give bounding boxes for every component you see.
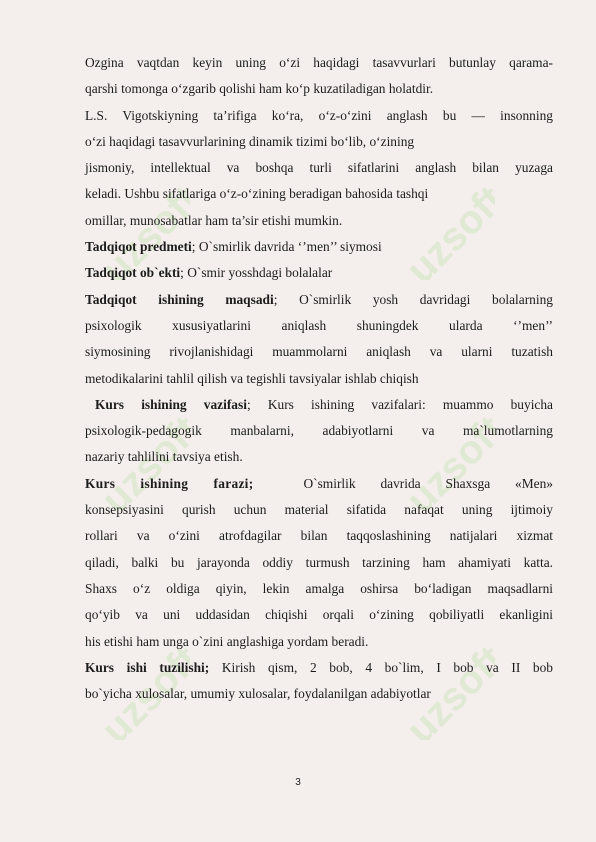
research-goal xyxy=(85,287,553,313)
svg-text:uzsoft: uzsoft xyxy=(93,637,190,740)
text-line: Shaxs o‘z oldiga qiyin, lekin amalga oshirsa bo‘ladigan maqsadlarni xyxy=(85,580,553,596)
text-line: konsepsiyasini qurish uchun material sifatida nafaqat uning ijtimoiy xyxy=(85,502,553,518)
research-object xyxy=(85,260,553,286)
text-span: ; O`smirlik davrida ‘’men’’ siymosi xyxy=(191,239,382,255)
text-line: metodikalarini tahlil qilish va tegishli tavsiyalar ishlab chiqish xyxy=(85,370,419,386)
text-line: psixologik xususiyatlarini aniqlash shuningdek ularda ‘’men’’ xyxy=(85,317,553,333)
text-line: o‘zi haqidagi tasavvurlarining dinamik tizimi bo‘lib, o‘zining xyxy=(85,133,415,149)
svg-text:uzsoft: uzsoft xyxy=(398,177,495,280)
heading-label: Tadqiqot predmeti xyxy=(85,239,192,255)
svg-text:uzsoft: uzsoft xyxy=(93,407,190,510)
text-line: jismoniy, intellektual va boshqa turli sifatlarini anglash bilan yuzaga xyxy=(85,160,553,176)
research-subject xyxy=(85,234,553,260)
text-line: rollari va o‘zini atrofdagilar bilan taqqoslashining natijalari xizmat xyxy=(85,528,553,544)
svg-text:uzsoft: uzsoft xyxy=(398,637,495,740)
text-line: his etishi ham unga o`zini anglashiga yordam beradi. xyxy=(85,633,369,649)
text-line: siymosining rivojlanishidagi muammolarni aniqlash va ularni tuzatish xyxy=(85,344,553,360)
text-line: Ozgina vaqtdan keyin uning o‘zi haqidagi tasavvurlari butunlay qarama- xyxy=(85,55,553,70)
heading-label: Tadqiqot ob`ekti xyxy=(85,265,181,281)
document-body xyxy=(85,50,553,707)
course-task xyxy=(85,392,553,418)
svg-text:uzsoft: uzsoft xyxy=(93,177,190,280)
svg-text:uzsoft: uzsoft xyxy=(398,407,495,510)
text-line: qarshi tomonga o‘zgarib qolishi ham ko‘p kuzatiladigan holatdir. xyxy=(85,81,434,97)
text-line: nazariy tahlilini tavsiya etish. xyxy=(85,449,243,465)
course-structure xyxy=(85,655,553,681)
text-line: L.S. Vigotskiyning ta’rifiga ko‘ra, o‘z-o‘zini anglash bu — insonning xyxy=(85,107,553,123)
text-span: ; O`smirlik yosh davridagi bolalarning xyxy=(273,291,553,307)
text-line: qiladi, balki bu jarayonda oddiy turmush tarzining ham ahamiyati katta. xyxy=(85,554,553,570)
course-hypothesis xyxy=(85,471,553,497)
heading-label: Kurs ishining vazifasi xyxy=(95,396,247,412)
text-line: bo`yicha xulosalar, umumiy xulosalar, foydalanilgan adabiyotlar xyxy=(85,686,431,702)
heading-label: Kurs ishi tuzilishi; xyxy=(85,659,210,675)
text-line: qo‘yib va uni uddasidan chiqishi orqali o‘zining qobiliyatli ekanligini xyxy=(85,607,553,623)
text-line: keladi. Ushbu sifatlariga o‘z-o‘zining beradigan bahosida tashqi xyxy=(85,186,429,202)
heading-label: Tadqiqot ishining maqsadi xyxy=(85,291,274,307)
text-span: ; Kurs ishining vazifalari: muammo buyicha xyxy=(246,396,553,412)
text-span: ; O`smir yosshdagi bolalalar xyxy=(180,265,333,281)
text-line: psixologik-pedagogik manbalarni, adabiyotlarni va ma`lumotlarning xyxy=(85,423,553,439)
page-number: 3 xyxy=(295,777,301,788)
heading-label: Kurs ishining farazi; xyxy=(85,475,254,491)
text-span: Kirish qism, 2 bob, 4 bo`lim, I bob va II bob xyxy=(209,659,553,675)
text-line: omillar, munosabatlar ham ta’sir etishi mumkin. xyxy=(85,212,343,228)
text-span: O`smirlik davrida Shaxsga «Men» xyxy=(303,475,553,491)
